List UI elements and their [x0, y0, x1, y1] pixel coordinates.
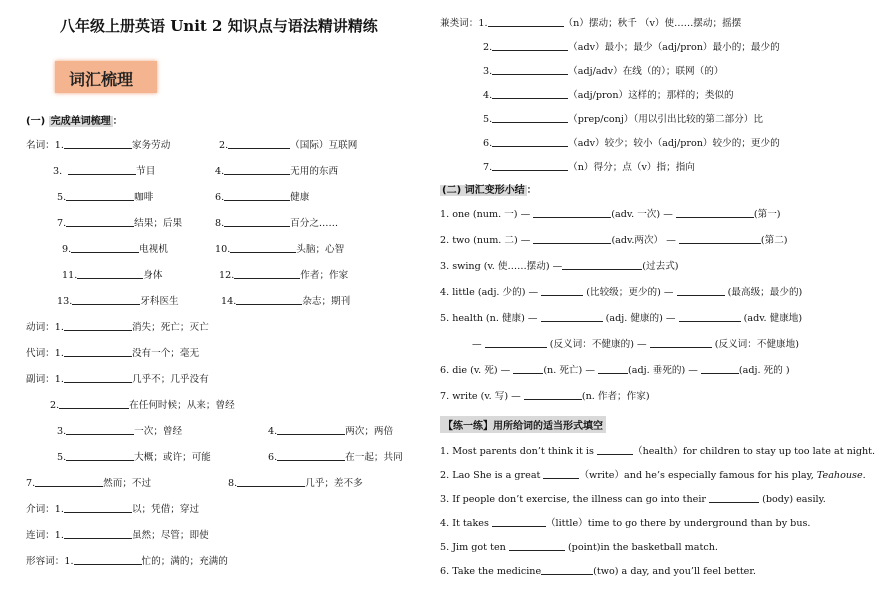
form-row-6: 6. die (v. 死) — (n. 死亡) — (adj. 垂死的) — (adj. 死的 )	[440, 365, 790, 376]
multi-class-row-1: 兼类词：1. （n）摆动；秋千 （v）使……摆动；摇摆	[440, 18, 742, 29]
noun-item-12: 12. 作者；作家	[219, 270, 349, 281]
noun-item-2: 2. （国际）互联网	[219, 140, 358, 151]
adverb-item-4: 4. 两次；两倍	[268, 426, 394, 437]
exercise-heading: 【练一练】用所给词的适当形式填空	[440, 416, 606, 433]
form-row-1: 1. one (num. 一) — (adv. 一次) — (第一)	[440, 209, 781, 220]
noun-item-10: 10. 头脑；心智	[215, 244, 345, 255]
exercise-item-3: 3. If people don’t exercise, the illness can go into their (body) easily.	[440, 494, 826, 505]
noun-item-13: 13. 牙科医生	[57, 296, 179, 307]
preposition-row: 介词：1. 以；凭借；穿过	[26, 504, 200, 515]
conjunction-row: 连词：1. 虽然；尽管；即使	[26, 530, 209, 541]
form-row-5-antonyms: — (反义词：不健康的) — (反义词：不健康地)	[472, 339, 799, 350]
exercise-item-2: 2. Lao She is a great （write）and he’s especially famous for his play, Teahouse.	[440, 470, 866, 481]
form-row-3: 3. swing (v. 使……摆动) — (过去式)	[440, 261, 679, 272]
section-two-heading: (二) 词汇变形小结 ：	[442, 185, 537, 196]
noun-item-9: 9. 电视机	[62, 244, 168, 255]
section-one-heading: (一) 完成单词梳理 ：	[26, 116, 123, 127]
form-row-4: 4. little (adj. 少的) — (比较级；更少的) — (最高级；最少的)	[440, 287, 803, 298]
noun-item-7: 7. 结果；后果	[57, 218, 183, 229]
multi-class-item-4: 4. （adj/pron）这样的；那样的；类似的	[483, 90, 734, 101]
form-row-2: 2. two (num. 二) — (adv.两次） — (第二)	[440, 235, 788, 246]
noun-item-6: 6. 健康	[215, 192, 310, 203]
adverb-item-7: 7. 然而；不过	[26, 478, 152, 489]
form-row-7: 7. write (v. 写) — (n. 作者；作家)	[440, 391, 650, 402]
form-row-5: 5. health (n. 健康) — (adj. 健康的) — (adv. 健康地)	[440, 313, 803, 324]
noun-item-3: 3. 节目	[53, 166, 156, 177]
multi-class-item-3: 3. （adj/adv）在线（的）；联网（的）	[483, 66, 724, 77]
exercise-item-4: 4. It takes （little）time to go there by underground than by bus.	[440, 518, 811, 529]
multi-class-item-2: 2. （adv）最小；最少（adj/pron）最小的；最少的	[483, 42, 780, 53]
exercise-item-1: 1. Most parents don’t think it is （health）for children to stay up too late at night.	[440, 446, 875, 457]
adverb-item-6: 6. 在一起；共同	[268, 452, 403, 463]
vocabulary-badge	[55, 61, 157, 93]
badge-label: 词汇梳理	[69, 70, 134, 89]
multi-class-item-7: 7. （n）得分；点（v）指；指向	[483, 162, 695, 173]
adverb-item-2: 2. 在任何时候；从来；曾经	[50, 400, 235, 411]
noun-item-14: 14. 杂志；期刊	[221, 296, 351, 307]
multi-class-item-6: 6. （adv）较少；较小（adj/pron）较少的；更少的	[483, 138, 780, 149]
noun-item-11: 11. 身体	[62, 270, 163, 281]
multi-class-item-5: 5. （prep/conj）（用以引出比较的第二部分）比	[483, 114, 763, 125]
noun-item-4: 4. 无用的东西	[215, 166, 339, 177]
adverb-item-5: 5. 大概；或许；可能	[57, 452, 211, 463]
exercise-item-6: 6. Take the medicine (two) a day, and you’ll feel better.	[440, 566, 756, 577]
pronoun-row: 代词：1. 没有一个；毫无	[26, 348, 200, 359]
noun-item-5: 5. 咖啡	[57, 192, 154, 203]
noun-item-8: 8. 百分之……	[215, 218, 339, 229]
page-title: 八年级上册英语 Unit 2 知识点与语法精讲精练	[60, 17, 378, 35]
exercise-item-5: 5. Jim got ten (point)in the basketball match.	[440, 542, 718, 553]
adjective-row: 形容词：1. 忙的；满的；充满的	[26, 556, 228, 567]
adverb-row-1: 副词：1. 几乎不；几乎没有	[26, 374, 209, 385]
adverb-item-3: 3. 一次；曾经	[57, 426, 183, 437]
adverb-item-8: 8. 几乎；差不多	[228, 478, 363, 489]
noun-row-1: 名词：1. 家务劳动	[26, 140, 171, 151]
verb-row: 动词：1. 消失；死亡；灭亡	[26, 322, 209, 333]
